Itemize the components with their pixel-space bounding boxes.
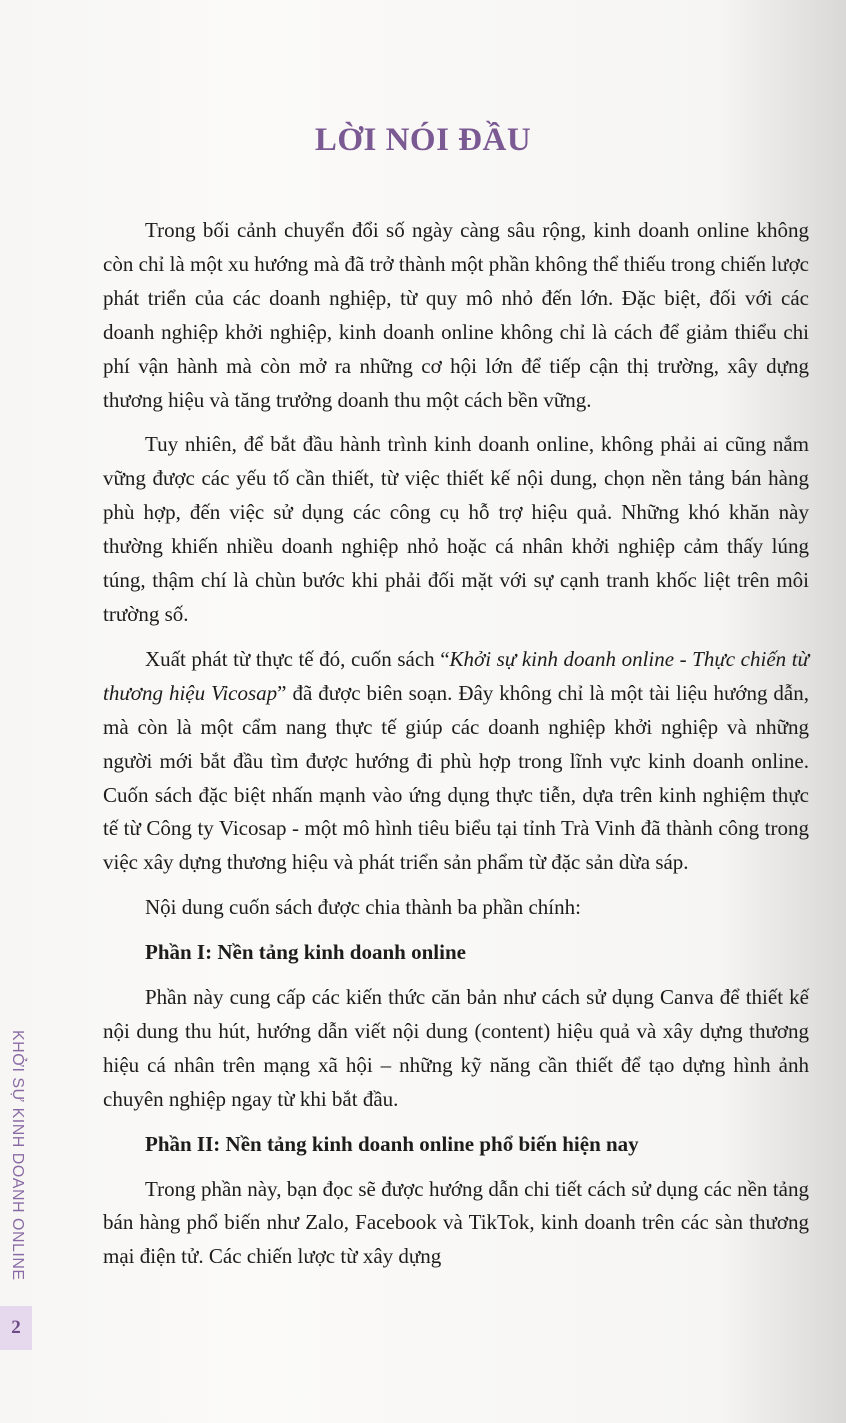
paragraph-6: Trong phần này, bạn đọc sẽ được hướng dẫn chi tiết cách sử dụng các nền tảng bán hàng phổ biến như Zalo, Facebook và TikTok, kinh doanh trên các sàn thương mại điện tử. Các chiến lược từ xây dựng bbox=[103, 1176, 809, 1269]
page-number-badge: 2 bbox=[0, 1306, 32, 1350]
paragraph-3-intro: Xuất phát từ thực tế đó, cuốn sách “ bbox=[145, 646, 450, 671]
paragraph-5: Phần này cung cấp các kiến thức căn bản như cách sử dụng Canva để thiết kế nội dung thu hút, hướng dẫn viết nội dung (content) hiệu quả và xây dựng thương hiệu cá nhân trên mạng xã hội – những kỹ năng cần thiết để tạo dựng hình ảnh chuyên nghiệp ngay từ khi bắt đầu. bbox=[103, 985, 809, 1111]
paragraph-1: Trong bối cảnh chuyển đổi số ngày càng sâu rộng, kinh doanh online không còn chỉ là một xu hướng mà đã trở thành một phần không thể thiếu trong chiến lược phát triển của các doanh nghiệp, từ quy mô nhỏ đến lớn. Đặc biệt, đối với các doanh nghiệp khởi nghiệp, kinh doanh online không chỉ là cách để giảm thiểu chi phí vận hành mà còn mở ra những cơ hội lớn để tiếp cận thị trường, xây dựng thương hiệu và tăng trưởng doanh thu một cách bền vững. bbox=[103, 218, 809, 412]
book-title-italic: Khởi sự kinh doanh online - Thực chiến từ thương hiệu Vicosap bbox=[103, 646, 809, 705]
paragraph-3-rest: ” đã được biên soạn. Đây không chỉ là một tài liệu hướng dẫn, mà còn là một cẩm nang thực tế giúp các doanh nghiệp khởi nghiệp và những người mới bắt đầu tìm được hướng đi phù hợp trong lĩnh vực kinh doanh online. Cuốn sách đặc biệt nhấn mạnh vào ứng dụng thực tiễn, dựa trên kinh nghiệm thực tế từ Công ty Vicosap - một mô hình tiêu biểu tại tỉnh Trà Vinh đã thành công trong việc xây dựng thương hiệu và phát triển sản phẩm từ đặc sản dừa sáp. bbox=[103, 680, 809, 875]
part-1-heading: Phần I: Nền tảng kinh doanh online bbox=[145, 940, 466, 965]
part-2-heading: Phần II: Nền tảng kinh doanh online phổ biến hiện nay bbox=[145, 1131, 639, 1156]
paragraph-4: Nội dung cuốn sách được chia thành ba phần chính: bbox=[145, 895, 581, 920]
running-title-vertical: KHỞI SỰ KINH DOANH ONLINE bbox=[9, 1030, 26, 1281]
paragraph-2: Tuy nhiên, để bắt đầu hành trình kinh doanh online, không phải ai cũng nắm vững được các yếu tố cần thiết, từ việc thiết kế nội dung, chọn nền tảng bán hàng phù hợp, đến việc sử dụng các công cụ hỗ trợ hiệu quả. Những khó khăn này thường khiến nhiều doanh nghiệp nhỏ hoặc cá nhân khởi nghiệp cảm thấy lúng túng, thậm chí là chùn bước khi phải đối mặt với sự cạnh tranh khốc liệt trên môi trường số. bbox=[103, 432, 809, 626]
paragraph-3 bbox=[103, 643, 809, 880]
body-text bbox=[103, 214, 809, 1285]
page-title: LỜI NÓI ĐẦU bbox=[314, 122, 532, 158]
